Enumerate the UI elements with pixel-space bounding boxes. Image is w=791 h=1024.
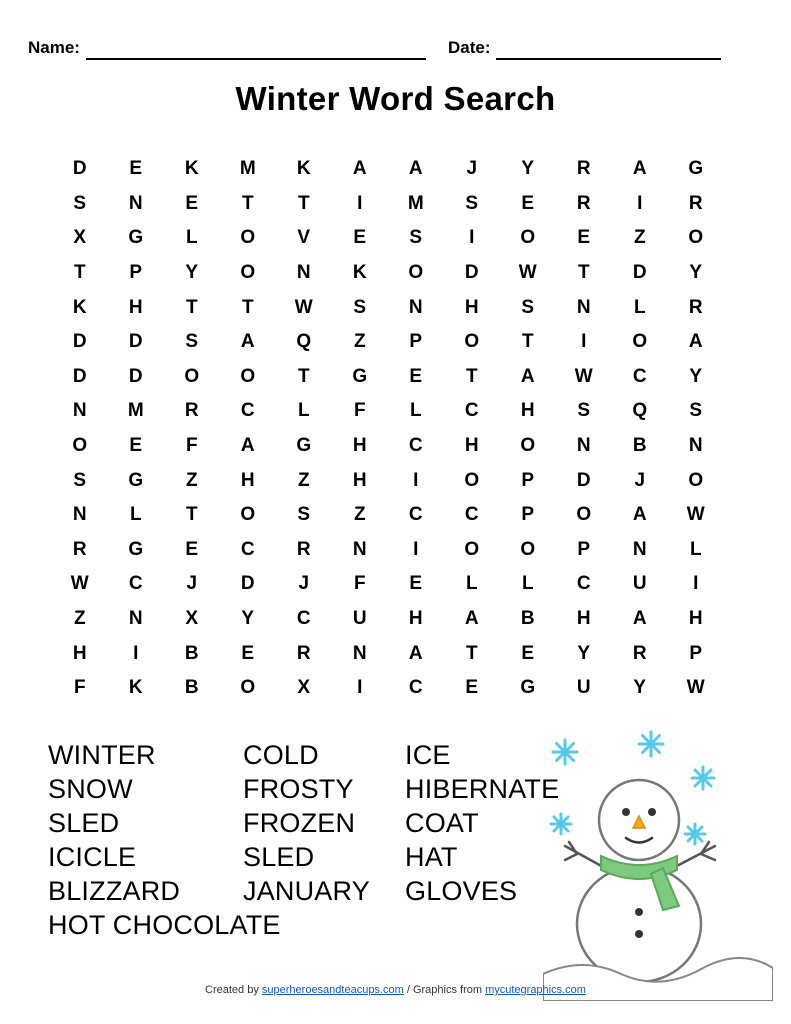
grid-cell[interactable]: H xyxy=(240,469,256,491)
grid-cell[interactable]: F xyxy=(353,573,367,595)
grid-cell[interactable]: G xyxy=(128,227,144,249)
grid-cell[interactable]: C xyxy=(408,677,424,699)
footer-created-by-text: Created by xyxy=(205,984,262,996)
grid-cell[interactable]: W xyxy=(518,262,538,284)
snowflake-icon xyxy=(692,767,714,789)
grid-cell[interactable]: S xyxy=(689,400,703,422)
grid-cell[interactable]: P xyxy=(689,642,703,664)
grid-cell[interactable]: O xyxy=(464,469,480,491)
word-item[interactable]: COAT xyxy=(405,808,479,838)
grid-row xyxy=(52,498,724,533)
grid-cell[interactable]: T xyxy=(521,331,535,353)
grid-cell[interactable]: D xyxy=(576,469,592,491)
grid-cell[interactable]: A xyxy=(520,365,536,387)
grid-cell[interactable]: P xyxy=(409,331,423,353)
grid-cell[interactable]: O xyxy=(688,227,704,249)
snowflake-icon xyxy=(553,740,577,764)
word-list xyxy=(48,738,595,942)
grid-cell[interactable]: Y xyxy=(241,608,255,630)
date-input-line[interactable] xyxy=(496,38,721,60)
grid-row xyxy=(52,394,724,429)
grid-cell[interactable]: K xyxy=(72,296,88,318)
grid-cell[interactable]: O xyxy=(632,331,648,353)
grid-cell[interactable]: L xyxy=(297,400,311,422)
grid-cell[interactable]: Z xyxy=(353,331,367,353)
grid-cell[interactable]: S xyxy=(297,504,311,526)
grid-cell[interactable]: G xyxy=(352,365,368,387)
word-item[interactable]: BLIZZARD xyxy=(48,876,181,906)
grid-row xyxy=(52,256,724,291)
grid-cell[interactable]: T xyxy=(297,192,311,214)
grid-cell[interactable]: C xyxy=(576,573,592,595)
word-item[interactable]: ICICLE xyxy=(48,842,137,872)
grid-cell[interactable]: J xyxy=(634,469,646,491)
grid-cell[interactable]: O xyxy=(576,504,592,526)
grid-cell[interactable]: N xyxy=(128,192,144,214)
grid-cell[interactable]: C xyxy=(464,400,480,422)
grid-cell[interactable]: R xyxy=(184,400,200,422)
grid-cell[interactable]: Q xyxy=(632,400,648,422)
grid-cell[interactable]: R xyxy=(688,192,704,214)
grid-cell[interactable]: A xyxy=(240,331,256,353)
grid-cell[interactable]: E xyxy=(185,538,199,560)
grid-cell[interactable]: W xyxy=(70,573,90,595)
word-item[interactable]: SLED xyxy=(48,808,120,838)
grid-cell[interactable]: L xyxy=(521,573,535,595)
grid-cell[interactable]: D xyxy=(464,262,480,284)
grid-cell[interactable]: R xyxy=(576,158,592,180)
grid-cell[interactable]: H xyxy=(72,642,88,664)
grid-cell[interactable]: O xyxy=(688,469,704,491)
grid-cell[interactable]: E xyxy=(465,677,479,699)
grid-cell[interactable]: U xyxy=(632,573,648,595)
grid-cell[interactable]: T xyxy=(73,262,87,284)
grid-cell[interactable]: N xyxy=(352,538,368,560)
grid-cell[interactable]: K xyxy=(128,677,144,699)
grid-cell[interactable]: S xyxy=(185,331,199,353)
grid-cell[interactable]: A xyxy=(352,158,368,180)
grid-cell[interactable]: O xyxy=(520,435,536,457)
grid-cell[interactable]: D xyxy=(632,262,648,284)
grid-cell[interactable]: E xyxy=(521,642,535,664)
grid-cell[interactable]: J xyxy=(298,573,310,595)
grid-cell[interactable]: G xyxy=(296,435,312,457)
grid-cell[interactable]: A xyxy=(688,331,704,353)
grid-cell[interactable]: H xyxy=(464,435,480,457)
grid-cell[interactable]: S xyxy=(465,192,479,214)
grid-row xyxy=(52,636,724,671)
grid-cell[interactable]: E xyxy=(241,642,255,664)
grid-cell[interactable]: O xyxy=(184,365,200,387)
grid-cell[interactable]: X xyxy=(73,227,87,249)
grid-cell[interactable]: M xyxy=(407,192,425,214)
grid-cell[interactable]: N xyxy=(576,435,592,457)
grid-cell[interactable]: U xyxy=(576,677,592,699)
grid-cell[interactable]: O xyxy=(240,227,256,249)
grid-cell[interactable]: F xyxy=(353,400,367,422)
grid-cell[interactable]: O xyxy=(520,227,536,249)
grid-cell[interactable]: R xyxy=(296,642,312,664)
grid-cell[interactable]: N xyxy=(688,435,704,457)
snowflake-icon xyxy=(551,814,571,834)
name-input-line[interactable] xyxy=(86,38,426,60)
word-item[interactable]: HAT xyxy=(405,842,458,872)
grid-cell[interactable]: B xyxy=(520,608,536,630)
grid-cell[interactable]: G xyxy=(128,538,144,560)
grid-cell[interactable]: C xyxy=(296,608,312,630)
grid-cell[interactable]: A xyxy=(632,504,648,526)
grid-cell[interactable]: D xyxy=(72,331,88,353)
grid-cell[interactable]: S xyxy=(577,400,591,422)
grid-cell[interactable]: P xyxy=(577,538,591,560)
grid-cell[interactable]: H xyxy=(576,608,592,630)
grid-cell[interactable]: C xyxy=(240,538,256,560)
grid-row xyxy=(52,152,724,187)
grid-cell[interactable]: S xyxy=(73,192,87,214)
grid-cell[interactable]: Z xyxy=(353,504,367,526)
grid-cell[interactable]: R xyxy=(688,296,704,318)
grid-cell[interactable]: Y xyxy=(689,262,703,284)
grid-row xyxy=(52,360,724,395)
grid-cell[interactable]: I xyxy=(637,192,643,214)
grid-cell[interactable]: N xyxy=(72,504,88,526)
grid-cell[interactable]: F xyxy=(73,677,87,699)
grid-cell[interactable]: A xyxy=(408,158,424,180)
grid-cell[interactable]: R xyxy=(72,538,88,560)
grid-cell[interactable]: L xyxy=(633,296,647,318)
grid-cell[interactable]: E xyxy=(185,192,199,214)
grid-cell[interactable]: B xyxy=(184,677,200,699)
grid-cell[interactable]: A xyxy=(464,608,480,630)
word-item[interactable]: FROZEN xyxy=(243,808,356,838)
grid-row xyxy=(52,429,724,464)
grid-cell[interactable]: T xyxy=(465,642,479,664)
grid-cell[interactable]: L xyxy=(465,573,479,595)
footer-credit xyxy=(0,984,791,996)
grid-cell[interactable]: O xyxy=(240,365,256,387)
grid-cell[interactable]: X xyxy=(297,677,311,699)
grid-cell[interactable]: Z xyxy=(185,469,199,491)
word-item[interactable]: GLOVES xyxy=(405,876,518,906)
grid-cell[interactable]: C xyxy=(240,400,256,422)
grid-row xyxy=(52,221,724,256)
grid-cell[interactable]: E xyxy=(409,365,423,387)
grid-cell[interactable]: W xyxy=(686,504,706,526)
grid-cell[interactable]: E xyxy=(353,227,367,249)
grid-cell[interactable]: C xyxy=(408,435,424,457)
grid-cell[interactable]: S xyxy=(521,296,535,318)
grid-cell[interactable]: P xyxy=(521,469,535,491)
grid-cell[interactable]: T xyxy=(297,365,311,387)
grid-cell[interactable]: Q xyxy=(296,331,312,353)
grid-cell[interactable]: S xyxy=(353,296,367,318)
grid-cell[interactable]: O xyxy=(520,538,536,560)
grid-row xyxy=(52,187,724,222)
word-search-grid xyxy=(52,152,724,706)
grid-cell[interactable]: W xyxy=(294,296,314,318)
snowman-body xyxy=(577,866,701,982)
grid-cell[interactable]: H xyxy=(352,435,368,457)
grid-cell[interactable]: H xyxy=(464,296,480,318)
grid-cell[interactable]: I xyxy=(693,573,699,595)
grid-cell[interactable]: T xyxy=(241,192,255,214)
grid-cell[interactable]: R xyxy=(296,538,312,560)
grid-cell[interactable]: T xyxy=(185,504,199,526)
snowman-eye xyxy=(648,808,656,816)
grid-cell[interactable]: L xyxy=(689,538,703,560)
grid-cell[interactable]: A xyxy=(240,435,256,457)
grid-row xyxy=(52,290,724,325)
grid-cell[interactable]: B xyxy=(632,435,648,457)
grid-cell[interactable]: D xyxy=(128,365,144,387)
grid-cell[interactable]: O xyxy=(464,331,480,353)
page-title: Winter Word Search xyxy=(235,80,556,117)
grid-cell[interactable]: T xyxy=(577,262,591,284)
grid-cell[interactable]: I xyxy=(413,538,419,560)
word-item[interactable]: JANUARY xyxy=(243,876,370,906)
word-item[interactable]: FROSTY xyxy=(243,774,354,804)
grid-cell[interactable]: F xyxy=(185,435,199,457)
snowman-button xyxy=(635,930,643,938)
grid-cell[interactable]: D xyxy=(72,158,88,180)
grid-cell[interactable]: O xyxy=(240,677,256,699)
grid-cell[interactable]: E xyxy=(521,192,535,214)
grid-cell[interactable]: C xyxy=(464,504,480,526)
grid-cell[interactable]: Y xyxy=(577,642,591,664)
grid-cell[interactable]: I xyxy=(133,642,139,664)
footer-graphics-text: / Graphics from xyxy=(403,984,486,996)
grid-cell[interactable]: H xyxy=(688,608,704,630)
grid-cell[interactable]: U xyxy=(352,608,368,630)
grid-cell[interactable]: C xyxy=(128,573,144,595)
grid-cell[interactable]: J xyxy=(466,158,478,180)
word-list-column-2 xyxy=(243,738,405,908)
grid-cell[interactable]: R xyxy=(576,192,592,214)
grid-cell[interactable]: W xyxy=(574,365,594,387)
grid-row xyxy=(52,533,724,568)
grid-cell[interactable]: X xyxy=(185,608,199,630)
grid-cell[interactable]: T xyxy=(465,365,479,387)
snowman-button xyxy=(635,908,643,916)
grid-cell[interactable]: I xyxy=(581,331,587,353)
grid-cell[interactable]: T xyxy=(241,296,255,318)
grid-cell[interactable]: W xyxy=(686,677,706,699)
word-item[interactable]: SNOW xyxy=(48,774,133,804)
grid-row xyxy=(52,671,724,706)
grid-cell[interactable]: D xyxy=(72,365,88,387)
grid-cell[interactable]: O xyxy=(72,435,88,457)
grid-cell[interactable]: D xyxy=(128,331,144,353)
grid-cell[interactable]: C xyxy=(632,365,648,387)
grid-cell[interactable]: E xyxy=(129,435,143,457)
grid-cell[interactable]: M xyxy=(239,158,257,180)
grid-cell[interactable]: H xyxy=(352,469,368,491)
grid-cell[interactable]: N xyxy=(128,608,144,630)
grid-cell[interactable]: H xyxy=(128,296,144,318)
word-item[interactable]: WINTER xyxy=(48,740,156,770)
grid-cell[interactable]: Y xyxy=(689,365,703,387)
grid-cell[interactable]: E xyxy=(409,573,423,595)
grid-cell[interactable]: O xyxy=(240,262,256,284)
grid-cell[interactable]: A xyxy=(632,158,648,180)
grid-cell[interactable]: J xyxy=(186,573,198,595)
grid-cell[interactable]: G xyxy=(688,158,704,180)
grid-cell[interactable]: N xyxy=(576,296,592,318)
grid-cell[interactable]: L xyxy=(409,400,423,422)
grid-cell[interactable]: O xyxy=(408,262,424,284)
header-fields xyxy=(28,38,763,60)
grid-row xyxy=(52,325,724,360)
grid-cell[interactable]: I xyxy=(357,192,363,214)
grid-row xyxy=(52,567,724,602)
grid-cell[interactable]: P xyxy=(521,504,535,526)
grid-cell[interactable]: L xyxy=(129,504,143,526)
grid-cell[interactable]: S xyxy=(409,227,423,249)
grid-cell[interactable]: N xyxy=(632,538,648,560)
date-label: Date: xyxy=(447,38,491,57)
footer-graphics-link[interactable]: mycutegraphics.com xyxy=(485,984,586,996)
grid-cell[interactable]: N xyxy=(296,262,312,284)
grid-cell[interactable]: P xyxy=(129,262,143,284)
snowflake-icon xyxy=(639,732,663,756)
grid-cell[interactable]: B xyxy=(184,642,200,664)
grid-row xyxy=(52,463,724,498)
grid-cell[interactable]: G xyxy=(520,677,536,699)
snowflake-icon xyxy=(685,824,705,844)
grid-cell[interactable]: C xyxy=(408,504,424,526)
name-label: Name: xyxy=(28,38,80,57)
grid-cell[interactable]: N xyxy=(72,400,88,422)
grid-cell[interactable]: R xyxy=(632,642,648,664)
grid-cell[interactable]: K xyxy=(184,158,200,180)
grid-cell[interactable]: Y xyxy=(185,262,199,284)
grid-row xyxy=(52,602,724,637)
grid-cell[interactable]: H xyxy=(520,400,536,422)
grid-cell[interactable]: Z xyxy=(633,227,647,249)
word-item[interactable]: COLD xyxy=(243,740,319,770)
grid-cell[interactable]: K xyxy=(352,262,368,284)
grid-cell[interactable]: O xyxy=(464,538,480,560)
grid-cell[interactable]: Y xyxy=(633,677,647,699)
snowman-illustration xyxy=(543,716,773,1001)
grid-cell[interactable]: A xyxy=(632,608,648,630)
grid-cell[interactable]: T xyxy=(185,296,199,318)
grid-cell[interactable]: I xyxy=(469,227,475,249)
snowman-eye xyxy=(622,808,630,816)
grid-cell[interactable]: V xyxy=(297,227,311,249)
grid-cell[interactable]: D xyxy=(240,573,256,595)
grid-cell[interactable]: G xyxy=(128,469,144,491)
grid-cell[interactable]: Z xyxy=(73,608,87,630)
grid-cell[interactable]: I xyxy=(413,469,419,491)
grid-cell[interactable]: K xyxy=(296,158,312,180)
grid-cell[interactable]: L xyxy=(185,227,199,249)
grid-cell[interactable]: A xyxy=(408,642,424,664)
word-item[interactable]: ICE xyxy=(405,740,451,770)
grid-cell[interactable]: Y xyxy=(521,158,535,180)
grid-cell[interactable]: E xyxy=(129,158,143,180)
footer-author-link[interactable]: superheroesandteacups.com xyxy=(261,984,404,996)
grid-cell[interactable]: N xyxy=(408,296,424,318)
word-item[interactable]: SLED xyxy=(243,842,315,872)
word-item[interactable]: HOT CHOCOLATE xyxy=(48,910,281,940)
grid-cell[interactable]: I xyxy=(357,677,363,699)
grid-cell[interactable]: N xyxy=(352,642,368,664)
word-item[interactable]: HIBERNATE xyxy=(405,774,560,804)
grid-cell[interactable]: O xyxy=(240,504,256,526)
grid-cell[interactable]: E xyxy=(577,227,591,249)
grid-cell[interactable]: S xyxy=(73,469,87,491)
grid-cell[interactable]: M xyxy=(127,400,145,422)
grid-cell[interactable]: H xyxy=(408,608,424,630)
grid-cell[interactable]: Z xyxy=(297,469,311,491)
